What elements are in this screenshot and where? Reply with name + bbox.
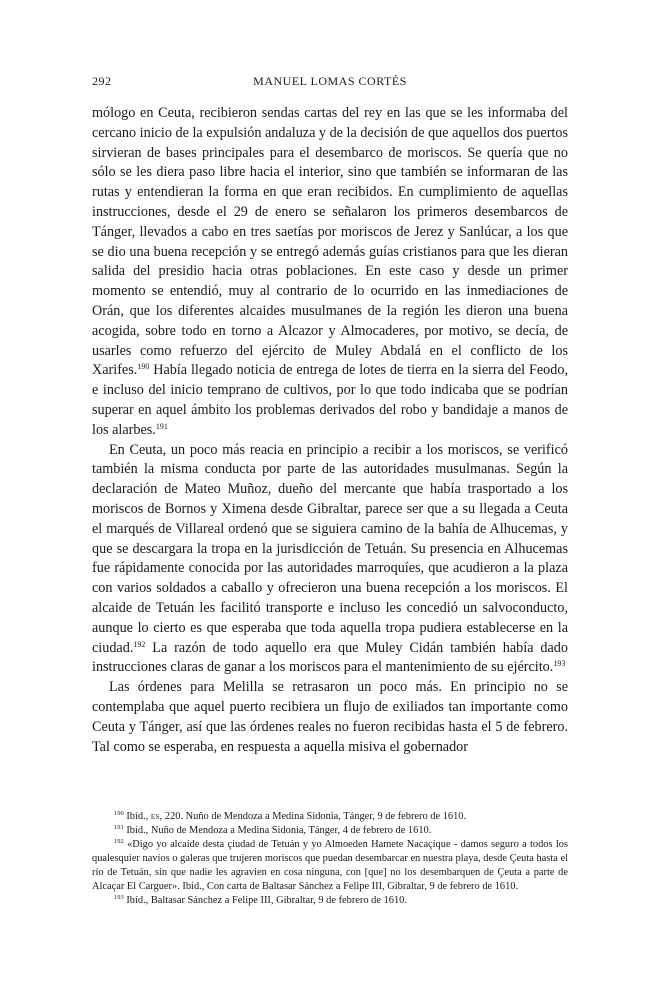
paragraph-3 (92, 678, 568, 757)
footnotes (92, 810, 568, 908)
running-header (92, 74, 568, 94)
footnote-193 (92, 894, 568, 908)
footnote-text: Ibíd., Nuño de Mendoza a Medina Sidonia, Tánger, 4 de febrero de 1610. (123, 825, 432, 836)
footnote-text: Ibíd., Baltasar Sánchez a Felipe III, Gibraltar, 9 de febrero de 1610. (123, 895, 407, 906)
footnote-text: , 220. Nuño de Mendoza a Medina Sidonia, Tánger, 9 de febrero de 1610. (159, 811, 467, 822)
paragraph-text: mólogo en Ceuta, recibieron sendas cartas del rey en las que se les informaba del cercano inicio de la expulsión andaluza y de la decisión de que aquellos dos puertos sirvieran de bases principales para el desembarco de moriscos. Se quería que no sólo se les diera paso libre hacia el interior, sino que también se informaran de las rutas y entendieran la forma en que eran recibidos. En cumplimiento de aquellas instrucciones, desde el 29 de enero se señalaron los primeros desembarcos de Tánger, llevados a cabo en tres saetías por moriscos de Jerez y Sanlúcar, a los que se dio una buena recepción y se entregó además guías cristianos para que les dieran salida del presidio hacia otras poblaciones. En este caso y desde un primer momento se entendió, muy al contrario de lo ocurrido en las inmediaciones de Orán, que los diferentes alcaides musulmanes de la región les dieron una buena acogida, sobre todo en torno a Alcazor y Almocaderes, por motivo, se decía, de usarles como refuerzo del ejército de Muley Abdalá en el conflicto de los Xarifes. (92, 105, 568, 379)
footnote-text: Ibíd., (123, 811, 151, 822)
running-title: MANUEL LOMAS CORTÉS (253, 74, 407, 88)
footnote-ref-191[interactable]: 191 (155, 421, 168, 431)
paragraph-text: La razón de todo aquello era que Muley Cidán también había dado instrucciones claras de ganar a los moriscos para el mantenimiento de su ejército. (92, 639, 568, 676)
footnote-number: 192 (114, 838, 124, 845)
footnote-number: 190 (114, 810, 124, 817)
body-text (92, 104, 568, 757)
paragraph-text: En Ceuta, un poco más reacia en principio a recibir a los moriscos, se verificó también la misma conducta por parte de las autoridades musulmanas. Según la declaración de Mateo Muñoz, dueño del mercante que había trasportado a los moriscos de Bornos y Ximena desde Gibraltar, parece ser que a su llegada a Ceuta el marqués de Villareal ordenó que se siguiera camino de la bahía de Alhucemas, y que se descargara la tropa en la jurisdicción de Tetuán. Su presencia en Alhucemas fue rápidamente conocida por las autoridades marroquíes, que acudieron a la plaza con varios soldados a caballo y ofrecieron una buena recepción a los moriscos. El alcaide de Tetuán les facilitó transporte e incluso les concedió un salvoconducto, aunque lo cierto es que esperaba que toda aquella tropa pudiera establecerse en la ciudad. (92, 441, 568, 656)
footnote-abbreviation: es (150, 811, 160, 822)
paragraph-text: Las órdenes para Melilla se retrasaron un poco más. En principio no se contemplaba que aquel puerto recibiera un flujo de exiliados tan importante como Ceuta y Tánger, así que las órdenes reales no fueron recibidas hasta el 5 de febrero. Tal como se esperaba, en respuesta a aquella misiva el gobernador (92, 679, 568, 755)
paragraph-1 (92, 104, 568, 441)
footnote-number: 191 (114, 824, 124, 831)
footnote-ref-190[interactable]: 190 (137, 362, 150, 372)
footnote-190 (92, 810, 568, 824)
footnote-ref-192[interactable]: 192 (133, 639, 146, 649)
footnote-ref-193[interactable]: 193 (553, 659, 566, 669)
page-number: 292 (92, 74, 112, 88)
paragraph-2 (92, 441, 568, 679)
footnote-text: «Digo yo alcaide desta çiudad de Tetuán y yo Almoeden Hamete Nacaçique - damos seguro a todos los qualesquier navíos o galeras que trujeren moriscos que puedan desembarcar en nuestra playa, desde Çeuta hasta el río de Tetuán, sin que nadie les agravien en cosa ninguna, con [que] no los desembarquen de Çeuta a parte de Alcaçar El Carguer». Ibíd., Con carta de Baltasar Sánchez a Felipe III, Gibraltar, 9 de febrero de 1610. (92, 839, 568, 892)
footnote-191 (92, 824, 568, 838)
paragraph-text: Había llegado noticia de entrega de lotes de tierra en la sierra del Feodo, e incluso del inicio temprano de cultivos, por lo que todo indicaba que se podrían superar en aquel ámbito los problemas derivados del robo y bandidaje a manos de los alarbes. (92, 362, 568, 438)
footnote-192 (92, 838, 568, 894)
footnote-number: 193 (114, 894, 124, 901)
